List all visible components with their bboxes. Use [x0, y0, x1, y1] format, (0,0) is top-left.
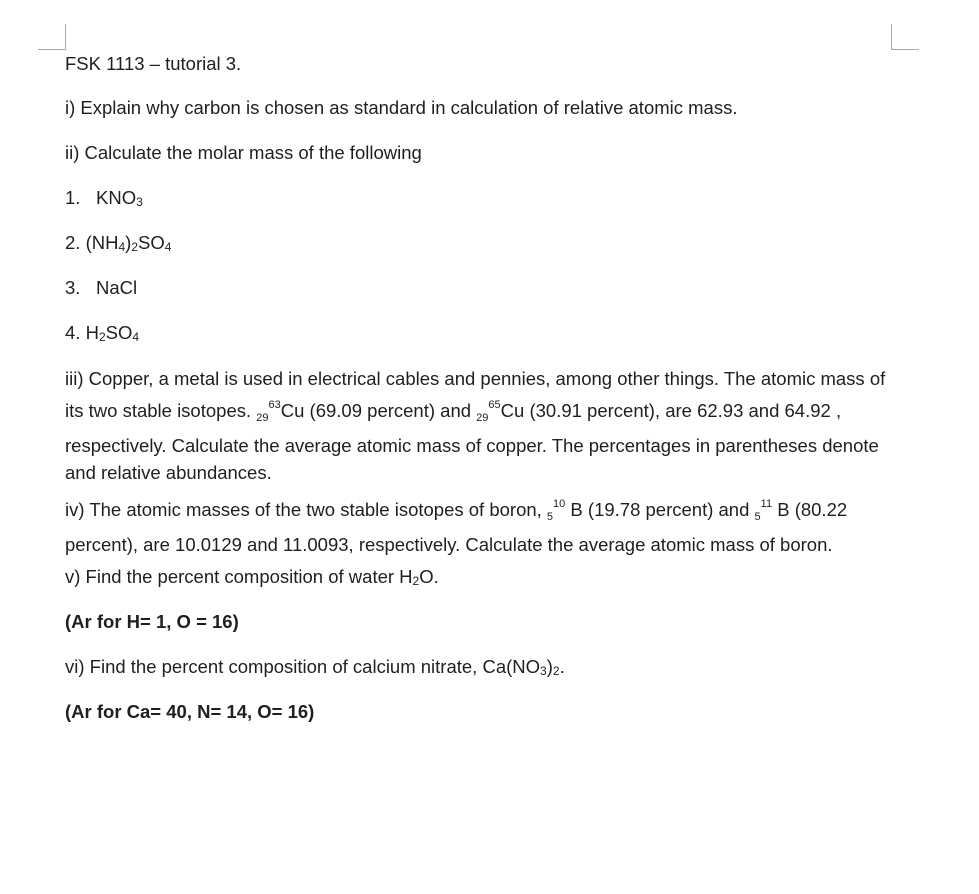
question-5-note: (Ar for H= 1, O = 16) — [65, 611, 239, 632]
list-item-2-sub-1: 4 — [118, 240, 126, 254]
question-6 — [65, 653, 565, 685]
question-4-text-1: iv) The atomic masses of the two stable isotopes of boron, — [65, 499, 547, 520]
list-item-2-part-c: SO — [138, 232, 165, 253]
list-item-4 — [65, 319, 139, 351]
question-1: i) Explain why carbon is chosen as standard in calculation of relative atomic mass. — [65, 97, 738, 118]
list-item-3-number: 3. — [65, 277, 81, 298]
question-6-sub-2: 2 — [552, 664, 560, 678]
list-item-4-sub-1: 2 — [98, 330, 106, 344]
top-right-margin-mark — [891, 24, 919, 50]
boron-isotope-1-atomic-number: 5 — [546, 511, 554, 523]
list-item-4-part-b: SO — [105, 322, 133, 343]
boron-isotope-2-mass-number: 11 — [760, 498, 773, 510]
list-item-2 — [65, 229, 171, 261]
list-item-4-sub-2: 4 — [132, 330, 140, 344]
isotope-2-mass-number: 65 — [488, 399, 501, 411]
question-4-text-2: B (19.78 percent) and — [565, 499, 755, 520]
question-5-text-1: v) Find the percent composition of water H — [65, 566, 413, 587]
list-item-1-number: 1. — [65, 187, 81, 208]
question-2: ii) Calculate the molar mass of the following — [65, 142, 422, 163]
question-6-text-2: ) — [546, 656, 553, 677]
question-3-text-2: Cu (69.09 percent) and — [280, 400, 477, 421]
question-6-sub-1: 3 — [540, 664, 547, 678]
isotope-2-atomic-number: 29 — [476, 412, 489, 424]
boron-isotope-1-mass-number: 10 — [553, 498, 566, 510]
isotope-1-mass-number: 63 — [268, 399, 281, 411]
question-3-text-1: iii) Copper, a metal is used in electrical cables and pennies, among other things. The atomic mass of its two stable isotopes. — [65, 368, 886, 421]
list-item-2-sub-2: 2 — [131, 240, 138, 254]
question-6-note: (Ar for Ca= 40, N= 14, O= 16) — [65, 701, 315, 722]
list-item-2-part-b: ) — [125, 232, 132, 253]
document-title: FSK 1113 – tutorial 3. — [65, 53, 242, 74]
question-6-text-1: vi) Find the percent composition of calcium nitrate, Ca(NO — [65, 656, 541, 677]
question-4-text-3: B (80.22 percent), are 10.0129 and 11.0093, respectively. Calculate the average atomic mass of boron. — [65, 499, 848, 555]
isotope-1-atomic-number: 29 — [256, 412, 269, 424]
top-left-margin-mark — [38, 24, 66, 50]
list-item-4-part-a: 4. H — [65, 322, 99, 343]
question-4 — [65, 491, 900, 558]
list-item-3 — [65, 274, 137, 301]
question-5 — [65, 563, 439, 595]
list-item-1-formula: KNO — [96, 187, 137, 208]
list-item-3-formula: NaCl — [96, 277, 138, 298]
question-5-text-2: O. — [419, 566, 439, 587]
question-3-text-3: Cu (30.91 percent), are 62.93 and 64.92 , respectively. Calculate the average atomic mass of copper. The percentages in parentheses denote and relative abundances. — [65, 400, 879, 483]
list-item-2-sub-3: 4 — [164, 240, 172, 254]
list-item-1 — [65, 184, 143, 216]
boron-isotope-2-atomic-number: 5 — [754, 511, 761, 523]
list-item-1-subscript: 3 — [136, 195, 143, 209]
question-6-text-3: . — [559, 656, 565, 677]
question-3 — [65, 365, 895, 486]
list-item-2-part-a: 2. (NH — [65, 232, 119, 253]
question-5-subscript: 2 — [412, 574, 420, 588]
